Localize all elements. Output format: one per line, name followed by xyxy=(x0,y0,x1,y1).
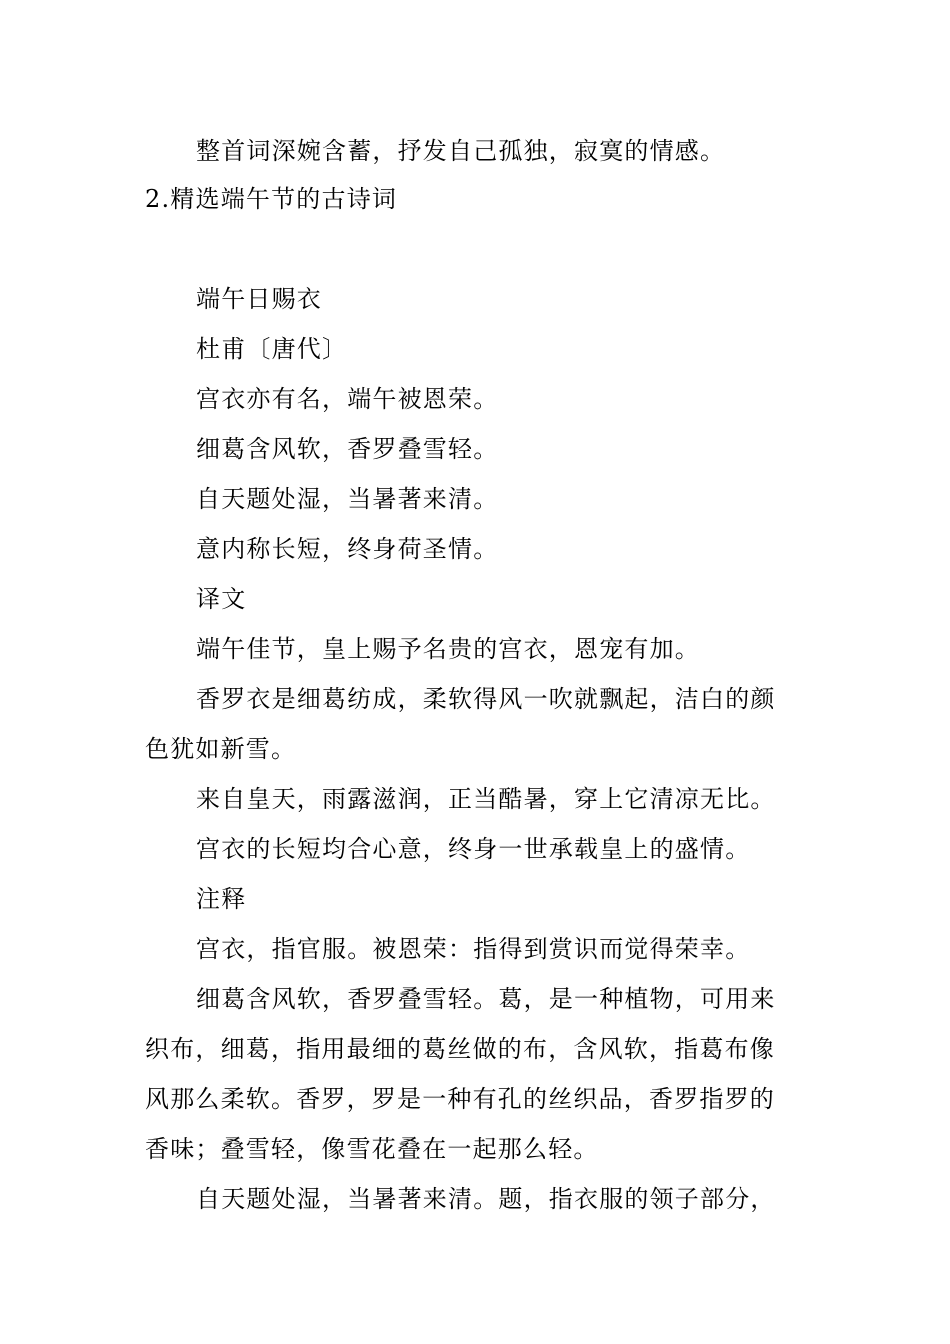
note-line: 细葛含风软，香罗叠雪轻。葛，是一种植物，可用来 xyxy=(196,985,776,1013)
section-heading: 2.精选端午节的古诗词 xyxy=(145,185,398,213)
note-line: 织布，细葛，指用最细的葛丝做的布，含风软，指葛布像 xyxy=(145,1035,775,1063)
poem-line: 细葛含风软，香罗叠雪轻。 xyxy=(196,435,499,463)
poem-line: 自天题处湿，当暑著来清。 xyxy=(196,485,499,513)
translation-line: 香罗衣是细葛纺成，柔软得风一吹就飘起，洁白的颜 xyxy=(196,685,776,713)
translation-line: 来自皇天，雨露滋润，正当酷暑，穿上它清凉无比。 xyxy=(196,785,776,813)
poem-line: 宫衣亦有名，端午被恩荣。 xyxy=(196,385,499,413)
poem-line: 意内称长短，终身荷圣情。 xyxy=(196,535,499,563)
note-line: 自天题处湿，当暑著来清。题，指衣服的领子部分， xyxy=(196,1185,776,1213)
note-line: 宫衣，指官服。被恩荣：指得到赏识而觉得荣幸。 xyxy=(196,935,751,963)
paragraph-summary: 整首词深婉含蓄，抒发自己孤独，寂寞的情感。 xyxy=(196,137,726,165)
translation-heading: 译文 xyxy=(196,585,247,613)
poem-title: 端午日赐衣 xyxy=(196,285,322,313)
translation-line: 宫衣的长短均合心意，终身一世承载皇上的盛情。 xyxy=(196,835,751,863)
poem-author: 杜甫〔唐代〕 xyxy=(196,335,348,363)
note-line: 风那么柔软。香罗，罗是一种有孔的丝织品，香罗指罗的 xyxy=(145,1085,775,1113)
notes-heading: 注释 xyxy=(196,885,247,913)
note-line: 香味；叠雪轻，像雪花叠在一起那么轻。 xyxy=(145,1135,599,1163)
translation-line: 色犹如新雪。 xyxy=(145,735,297,763)
translation-line: 端午佳节，皇上赐予名贵的宫衣，恩宠有加。 xyxy=(196,635,700,663)
